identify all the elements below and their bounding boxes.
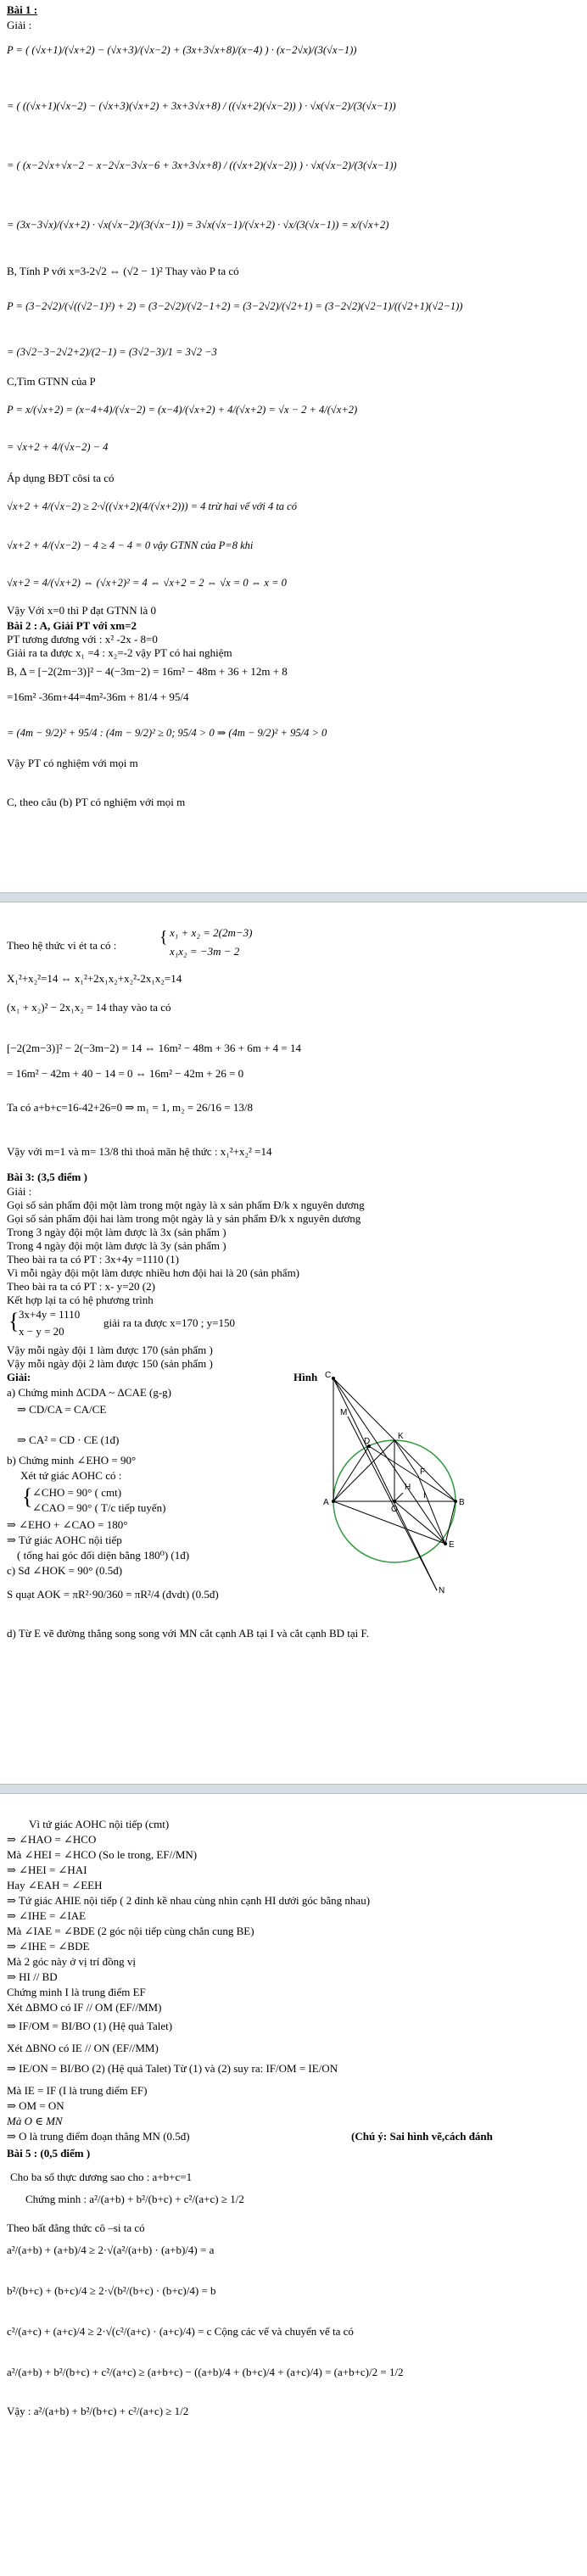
equation-line: a²/(a+b) + (a+b)/4 ≥ 2·√(a²/(a+b) · (a+b)/4) = a [7,2244,215,2256]
text-line: giải ra ta được x=170 ; y=150 [103,1316,235,1329]
text-line: ⇒ ∠IHE = ∠BDE [7,1940,90,1953]
heading-bai-1: Bài 1 : [7,3,38,16]
heading-giai: Giải: [7,1371,31,1383]
text-line: Giải ra ta được x₁ =4 : x₂=-2 vậy PT có hai nghiệm [7,646,232,659]
brace: { [159,928,168,947]
label-I: I [423,1491,426,1500]
equation-line: = ( (x−2√x+√x−2 − x−2√x−3√x−6 + 3x+3√x+8) / ((√x+2)(√x−2)) ) · √x(√x−2)/(3(√x−1)) [7,159,397,171]
equation-line: = (4m − 9/2)² + 95/4 : (4m − 9/2)² ≥ 0; 95/4 > 0 ⇒ (4m − 9/2)² + 95/4 > 0 [7,727,327,739]
label-N: N [439,1586,445,1595]
text-line: Cho ba số thực dương sao cho : a+b+c=1 [10,2171,193,2183]
text-line: Mà IE = IF (I là trung điểm EF) [7,2084,148,2097]
equation-line: ⇒ ∠EHO + ∠CAO = 180° [7,1518,128,1531]
equation-line: x₁ + x₂ = 2(2m−3) [170,926,253,939]
label-D: D [364,1437,371,1446]
segment-AK [333,1440,394,1501]
equation-line: = √x+2 + 4/(√x−2) − 4 [7,441,109,453]
text-line: Vậy mỗi ngày đội 2 làm được 150 (sản phẩm ) [7,1357,213,1370]
text-line: Mà 2 góc này ở vị trí đồng vị [7,1955,137,1968]
text-line: Chứng minh I là trung điểm EF [7,1986,146,1998]
text-line: Gọi số sản phẩm đội hai làm trong một ngày là y sản phẩm Đ/k x nguyên dương [7,1212,361,1225]
segment-DB [369,1446,456,1501]
label-F: F [420,1467,426,1477]
text-line: B, Tính P với x=3-2√2 ⇔ (√2 − 1)² Thay vào P ta có [7,265,239,277]
text-line: Ta có a+b+c=16-42+26=0 ⇒ m₁ = 1, m₂ = 26/16 = 13/8 [7,1101,253,1114]
equation-line: 3x+4y = 1110 [19,1308,81,1321]
text-line: Giải : [7,19,32,31]
text-line: Xét ΔBMO có IF // OM (EF//MM) [7,2001,162,2014]
equation-line: √x+2 + 4/(√x−2) ≥ 2·√((√x+2)(4/(√x+2))) = 4 trừ hai vế với 4 ta có [7,500,297,512]
equation-line: = (3√2−3−2√2+2)/(2−1) = (3√2−3)/1 = 3√2 −3 [7,346,217,358]
label-C: C [325,1371,332,1380]
brace: { [22,1484,33,1509]
text-line: Vậy mỗi ngày đội 1 làm được 170 (sản phẩm ) [7,1344,213,1356]
heading-bai-5: Bài 5 : (0,5 điểm ) [7,2147,91,2160]
text-line: Trong 3 ngày đội một làm được là 3x (sản phẩm ) [7,1226,226,1238]
equation-line: √x+2 + 4/(√x−2) − 4 ≥ 4 − 4 = 0 vậy GTNN của P=8 khi [7,539,254,551]
text-line: ⇒ ∠HEI = ∠HAI [7,1864,87,1876]
equation-line: x₁x₂ = −3m − 2 [170,945,240,958]
page-separator [0,1784,587,1794]
equation-line: ∠CAO = 90° ( T/c tiếp tuyến) [32,1501,166,1514]
text-line: d) Từ E vẽ đường thẳng song song với MN cắt cạnh AB tại I và cắt cạnh BD tại F. [7,1627,369,1640]
segment-OH [394,1493,403,1501]
figure-label: Hình [294,1371,318,1383]
segment-BE [445,1501,456,1544]
text-line: B, Δ = [−2(2m−3)]² − 4(−3m−2) = 16m² − 48m + 36 + 12m + 8 [7,665,288,678]
geometry-figure [310,1366,581,1595]
equation-line: c²/(a+c) + (a+c)/4 ≥ 2·√(c²/(a+c) · (a+c)/4) = c Cộng các vế và chuyển vế ta có [7,2325,354,2338]
equation-line: b²/(b+c) + (b+c)/4 ≥ 2·√(b²/(b+c) · (b+c)/4) = b [7,2284,216,2297]
equation-line: x − y = 20 [19,1325,64,1338]
equation-line: ⇒ IF/OM = BI/BO (1) (Hệ quả Talet) [7,2020,173,2032]
text-line: C, theo câu (b) PT có nghiệm với mọi m [7,796,186,808]
text-line: Theo hệ thức vi ét ta có : [7,939,117,952]
text-line: c) Sđ ∠HOK = 90° (0.5đ) [7,1564,123,1577]
equation-line: ⇒ CA² = CD · CE (1đ) [17,1433,120,1446]
equation-line: P = ( (√x+1)/(√x+2) − (√x+3)/(√x−2) + (3x+3√x+8)/(x−4) ) · (x−2√x)/(3(√x−1)) [7,44,357,56]
equation-line: √x+2 = 4/(√x+2) ⇔ (√x+2)² = 4 ⇔ √x+2 = 2 ⇔ √x = 0 ⇔ x = 0 [7,577,287,589]
equation-line: P = x/(√x+2) = (x−4+4)/(√x−2) = (x−4)/(√x+2) + 4/(√x+2) = √x − 2 + 4/(√x+2) [7,404,358,416]
segment-CE [333,1378,445,1544]
text-line: ⇒ Tứ giác AHIE nội tiếp ( 2 đỉnh kề nhau cùng nhìn cạnh HI dưới góc bằng nhau) [7,1894,371,1907]
text-line: Kết hợp lại ta có hệ phương trình [7,1294,154,1306]
equation-line: P = (3−2√2)/(√((√2−1)²) + 2) = (3−2√2)/(√2−1+2) = (3−2√2)/(√2+1) = (3−2√2)(√2−1)/((√2+1)(√2−1)) [7,300,463,312]
text-line: Theo bài ra ta có PT : x- y=20 (2) [7,1280,155,1293]
label-M: M [340,1408,348,1417]
label-B: B [459,1498,465,1507]
text-line: C,Tìm GTNN của P [7,375,96,388]
heading-bai-3: Bài 3: (3,5 điểm ) [7,1171,87,1183]
text-line: Giải : [7,1185,32,1198]
equation-line: = ( ((√x+1)(√x−2) − (√x+3)(√x+2) + 3x+3√x+8) / ((√x+2)(√x−2)) ) · √x(√x−2)/(3(√x−1)) [7,100,396,112]
text-line: ⇒ ∠HAO = ∠HCO [7,1833,97,1846]
text-line: Theo bài ra ta có PT : 3x+4y =1110 (1) [7,1253,179,1266]
text-line: ( tổng hai góc đối diện bằng 180⁰) (1đ) [17,1549,190,1562]
equation-line: ∠CHO = 90° ( cmt) [32,1486,122,1499]
segment-AD [333,1446,369,1501]
text-line: Trong 4 ngày đội một làm được là 3y (sản phẩm ) [7,1239,226,1252]
label-A: A [323,1498,329,1507]
segment-HK [394,1440,418,1476]
equation-line: ⇒ IE/ON = BI/BO (2) (Hệ quả Talet) Từ (1) và (2) suy ra: IF/OM = IE/ON [7,2062,338,2075]
text-line: Mà ∠IAE = ∠BDE (2 góc nội tiếp cùng chắn cung BE) [7,1925,254,1937]
text-line: Xét ΔBNO có IE // ON (EF//MM) [7,2042,159,2054]
text-line: Xét tứ giác AOHC có : [20,1469,122,1482]
equation-line: ⇒ CD/CA = CA/CE [17,1403,107,1416]
text-line: Vì tứ giác AOHC nội tiếp (cmt) [29,1818,170,1830]
text-line: ⇒ OM = ON [7,2099,64,2112]
label-H: H [405,1483,411,1492]
text-line: X₁²+x₂²=14 ⇔ x₁²+2x₁x₂+x₂²-2x₁x₂=14 [7,972,182,985]
text-line: Gọi số sản phẩm đội một làm trong một ngày là x sản phẩm Đ/k x nguyên dương [7,1199,365,1211]
text-line: Theo bất đẳng thức cô –si ta có [7,2221,145,2234]
text-line: PT tương đương với : x² -2x - 8=0 [7,633,158,645]
text-line: Áp dụng BĐT côsi ta có [7,472,115,484]
text-line: Vì mỗi ngày đội một làm được nhiều hơn đội hai là 20 (sản phẩm) [7,1266,300,1279]
text-line: Vậy Với x=0 thì P đạt GTNN là 0 [7,604,156,617]
text-line: ⇒ Tứ giác AOHC nội tiếp [7,1534,122,1546]
equation-line: S quạt AOK = πR²·90/360 = πR²/4 (đvdt) (0.5đ) [7,1588,219,1601]
text-line: (x₁ + x₂)² − 2x₁x₂ = 14 thay vào ta có [7,1001,171,1014]
text-line: =16m² -36m+44=4m²-36m + 81/4 + 95/4 [7,690,189,703]
heading-bai-2: Bài 2 : A, Giải PT với xm=2 [7,619,137,632]
text-line: Vậy PT có nghiệm với mọi m [7,757,138,769]
text-line: Mà ∠HEI = ∠HCO (So le trong, EF//MN) [7,1848,198,1861]
equation-line: = (3x−3√x)/(√x+2) · √x(√x−2)/(3(√x−1)) = 3√x(√x−1)/(√x+2) · √x/(3(√x−1)) = x/(√x+2) [7,219,389,231]
text-line: ⇒ ∠IHE = ∠IAE [7,1909,87,1922]
equation-line: Chứng minh : a²/(a+b) + b²/(b+c) + c²/(a+c) ≥ 1/2 [25,2193,244,2205]
label-O: O [391,1505,398,1514]
text-line: ⇒ O là trung điểm đoạn thẳng MN (0.5đ) [7,2130,190,2143]
equation-line: Vậy : a²/(a+b) + b²/(b+c) + c²/(a+c) ≥ 1/2 [7,2405,189,2417]
note-text: (Chú ý: Sai hình vẽ,cách đánh [351,2130,493,2143]
text-line: Vậy với m=1 và m= 13/8 thì thoả mãn hệ thức : x₁²+x₂² =14 [7,1145,272,1158]
text-line: a) Chứng minh ΔCDA ~ ΔCAE (g-g) [7,1386,172,1399]
text-line: Hay ∠EAH = ∠EEH [7,1879,103,1891]
text-line: = 16m² − 42m + 40 − 14 = 0 ⇔ 16m² − 42m + 26 = 0 [7,1067,244,1080]
text-line: ⇒ HI // BD [7,1970,58,1983]
text-line: Mà O ∈ MN [7,2115,63,2127]
page-separator [0,892,587,902]
equation-line: a²/(a+b) + b²/(b+c) + c²/(a+c) ≥ (a+b+c) − ((a+b)/4 + (b+c)/4 + (a+c)/4) = (a+b+c)/2 = 1/2 [7,2366,404,2378]
text-line: b) Chứng minh ∠EHO = 90° [7,1454,137,1467]
text-line: [−2(2m−3)]² − 2(−3m−2) = 14 ⇔ 16m² − 48m + 36 + 6m + 4 = 14 [7,1042,301,1054]
label-K: K [398,1432,404,1441]
brace: { [8,1309,20,1333]
label-E: E [449,1540,455,1550]
segment-AE [333,1501,445,1544]
